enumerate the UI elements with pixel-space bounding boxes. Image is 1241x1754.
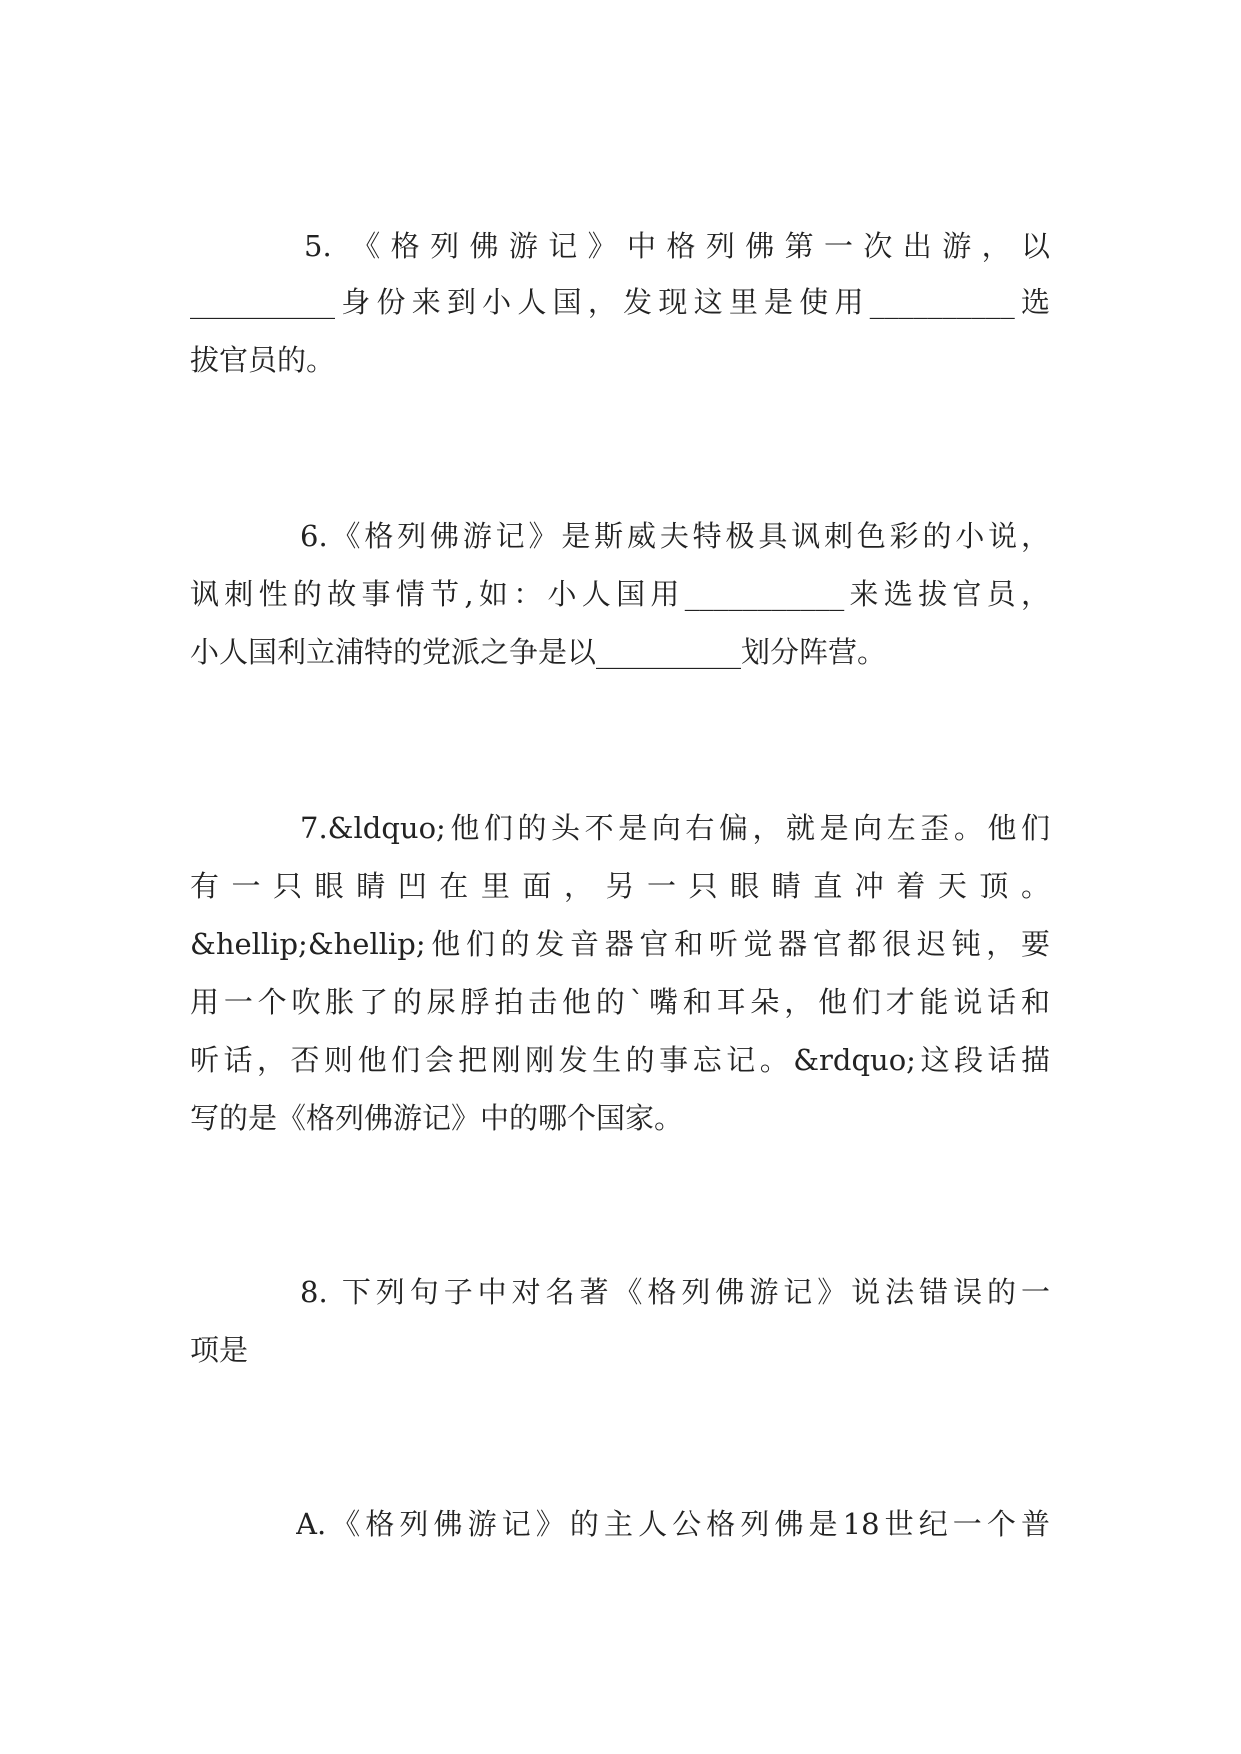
question-7-line-2: 有一只眼睛凹在里面，另一只眼睛直冲着天顶。 <box>190 869 1050 903</box>
question-7-line-5: 听话，否则他们会把刚刚发生的事忘记。&rdquo;这段话描 <box>190 1043 1050 1077</box>
question-7-line-6: 写的是《格列佛游记》中的哪个国家。 <box>190 1101 684 1135</box>
question-7-line-4: 用一个吹胀了的尿脬拍击他的`嘴和耳朵，他们才能说话和 <box>190 985 1050 1019</box>
question-5-line-2: __________身份来到小人国，发现这里是使用__________选 <box>190 285 1050 319</box>
question-8-line-1: 8. 下列句子中对名著《格列佛游记》说法错误的一 <box>300 1275 1050 1309</box>
question-8-line-2: 项是 <box>190 1333 249 1367</box>
question-6-line-3: 小人国利立浦特的党派之争是以__________划分阵营。 <box>190 635 887 669</box>
question-7-line-3: &hellip;&hellip;他们的发音器官和听觉器官都很迟钝，要 <box>190 927 1050 961</box>
question-5-line-3: 拔官员的。 <box>190 343 336 377</box>
question-5-line-1: 5. 《格列佛游记》中格列佛第一次出游，以 <box>304 229 1050 263</box>
question-6-line-1: 6.《格列佛游记》是斯威夫特极具讽刺色彩的小说， <box>300 519 1050 553</box>
question-7-line-1: 7.&ldquo;他们的头不是向右偏，就是向左歪。他们 <box>300 811 1050 845</box>
question-6-line-2: 讽刺性的故事情节,如：小人国用___________来选拔官员， <box>190 577 1050 611</box>
option-a-line-1: A.《格列佛游记》的主人公格列佛是18世纪一个普 <box>296 1507 1050 1541</box>
